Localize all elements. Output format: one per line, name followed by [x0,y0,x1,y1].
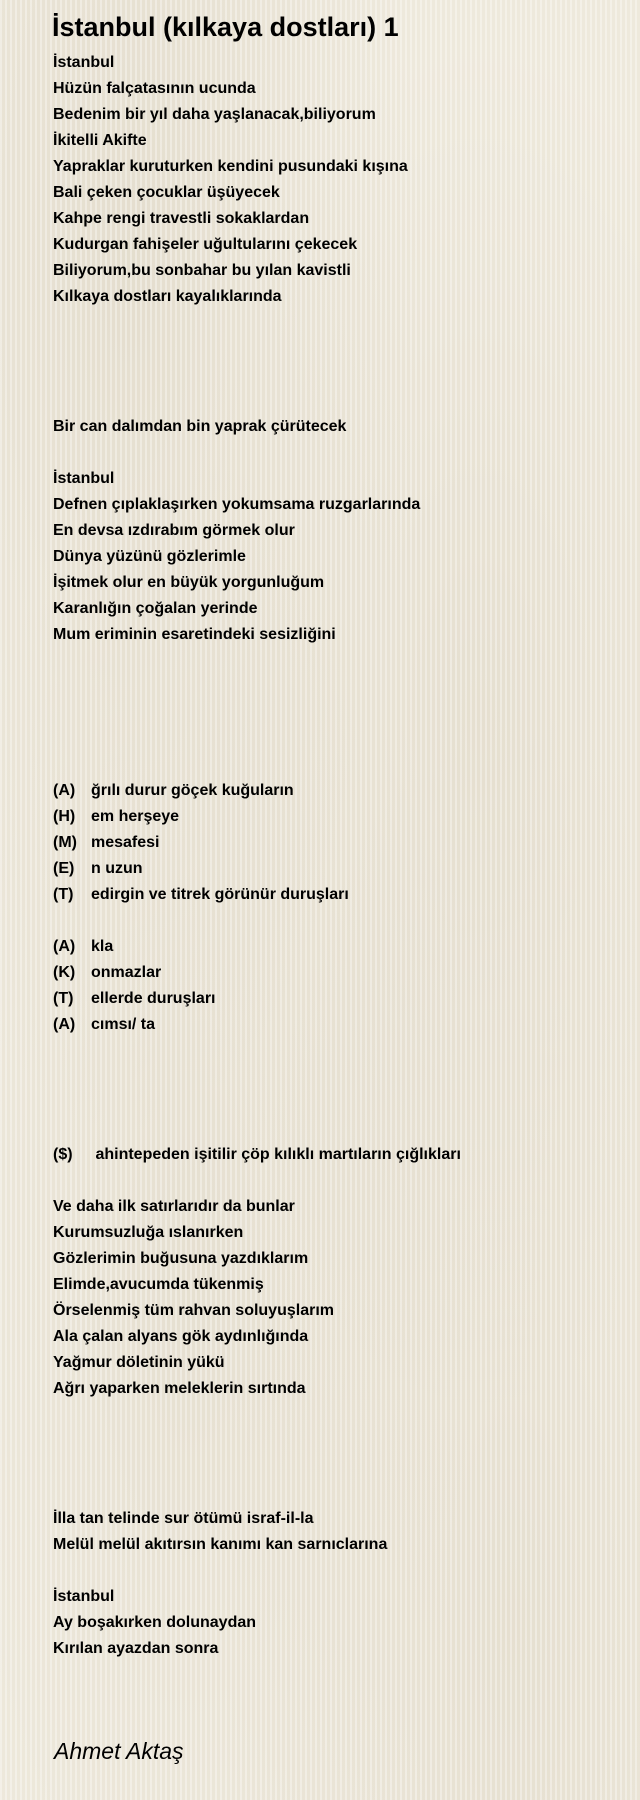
stanza-break [53,726,633,752]
poem-line [53,1194,633,1220]
stanza-break [53,1454,633,1480]
line-text: ellerde duruşları [91,990,216,1007]
poem-line [53,1584,633,1610]
line-text: Ala çalan alyans gök aydınlığında [53,1328,309,1345]
poem-line [53,492,633,518]
stanza-break [53,752,633,778]
poem-line [53,1376,633,1402]
poem-line [53,596,633,622]
line-text: İstanbul [53,470,115,487]
poem-line [53,154,633,180]
poem-line [53,778,633,804]
poem-line [53,1220,633,1246]
line-text: Bali çeken çocuklar üşüyecek [53,184,280,201]
line-text: Biliyorum,bu sonbahar bu yılan kavistli [53,262,351,279]
line-text: İlla tan telinde sur ötümü israf-il-la [53,1510,314,1527]
line-text: Hüzün falçatasının ucunda [53,80,256,97]
stanza-break [53,1558,633,1584]
poem-line [53,1272,633,1298]
line-text: Örselenmiş tüm rahvan soluyuşlarım [53,1302,334,1319]
stanza-break [53,1064,633,1090]
poem-line [53,466,633,492]
line-text: Karanlığın çoğalan yerinde [53,600,258,617]
poem-line [53,986,633,1012]
poem-line [53,1636,633,1662]
stanza-break [53,1116,633,1142]
line-text: Yağmur döletinin yükü [53,1354,225,1371]
poem-line [53,1324,633,1350]
poem-line [53,544,633,570]
poem-line [53,1246,633,1272]
poem-line [53,804,633,830]
poem-line [53,830,633,856]
stanza-break [53,310,633,336]
poem-line [53,284,633,310]
poem-line [53,570,633,596]
line-marker: (A) [53,938,76,955]
stanza-break [53,648,633,674]
line-text: Bedenim bir yıl daha yaşlanacak,biliyorum [53,106,376,123]
line-text: ğrılı durur göçek kuğuların [91,782,294,799]
line-text: Kılkaya dostları kayalıklarında [53,288,282,305]
poem-line [53,622,633,648]
line-text: edirgin ve titrek görünür duruşları [91,886,349,903]
line-text: İstanbul [53,54,115,71]
line-text: kla [91,938,114,955]
line-text: cımsı/ ta [91,1016,156,1033]
poem-line [53,414,633,440]
stanza-break [53,336,633,362]
author-name: Ahmet Aktaş [54,1738,184,1764]
line-marker: (M) [53,834,77,851]
poem-line [53,232,633,258]
line-text: Defnen çıplaklaşırken yokumsama ruzgarlarında [53,496,421,513]
poem-line [53,1012,633,1038]
stanza-break [53,1480,633,1506]
poem-line [53,518,633,544]
poem-line [53,960,633,986]
poem-line [53,258,633,284]
poem-line [53,50,633,76]
poem-line [53,1610,633,1636]
line-marker: ($) [53,1146,73,1163]
stanza-break [53,674,633,700]
stanza-break [53,1090,633,1116]
line-marker: (A) [53,1016,76,1033]
line-text: n uzun [91,860,143,877]
line-marker: (T) [53,886,74,903]
line-text: Ve daha ilk satırlarıdır da bunlar [53,1198,295,1215]
line-text: em herşeye [91,808,180,825]
line-text: Kudurgan fahişeler uğultularını çekecek [53,236,358,253]
line-text: İşitmek olur en büyük yorgunluğum [53,574,325,591]
line-text: Ay boşakırken dolunaydan [53,1614,257,1631]
line-text: Kahpe rengi travestli sokaklardan [53,210,310,227]
poem-line [53,882,633,908]
poem-line [53,102,633,128]
stanza-break [53,388,633,414]
line-text: onmazlar [91,964,162,981]
line-marker: (E) [53,860,75,877]
line-marker: (T) [53,990,74,1007]
line-text: Ağrı yaparken meleklerin sırtında [53,1380,306,1397]
poem-line [53,206,633,232]
stanza-break [53,1402,633,1428]
stanza-break [53,908,633,934]
line-text: İkitelli Akifte [53,132,147,149]
poem-line [53,1142,633,1168]
line-text: Gözlerimin buğusuna yazdıklarım [53,1250,309,1267]
poem-title: İstanbul (kılkaya dostları) 1 [52,12,399,42]
line-text: Kırılan ayazdan sonra [53,1640,219,1657]
line-text: Kurumsuzluğa ıslanırken [53,1224,244,1241]
stanza-break [53,1428,633,1454]
poem-line [53,128,633,154]
poem-line [53,934,633,960]
line-text: Melül melül akıtırsın kanımı kan sarnıclarına [53,1536,388,1553]
line-marker: (H) [53,808,76,825]
line-text: En devsa ızdırabım görmek olur [53,522,295,539]
line-text: Bir can dalımdan bin yaprak çürütecek [53,418,347,435]
poem-line [53,76,633,102]
line-text: ahintepeden işitilir çöp kılıklı martıların çığlıkları [91,1146,461,1163]
poem-line [53,1298,633,1324]
line-marker: (K) [53,964,76,981]
poem-body [53,50,633,1662]
poem-line [53,1350,633,1376]
line-text: Dünya yüzünü gözlerimle [53,548,246,565]
poem-line [53,856,633,882]
line-text: Elimde,avucumda tükenmiş [53,1276,264,1293]
line-marker: (A) [53,782,76,799]
poem-line [53,1532,633,1558]
stanza-break [53,1038,633,1064]
line-text: Yapraklar kuruturken kendini pusundaki kışına [53,158,408,175]
line-text: Mum eriminin esaretindeki sesizliğini [53,626,336,643]
stanza-break [53,440,633,466]
poem-line [53,180,633,206]
stanza-break [53,362,633,388]
poem-line [53,1506,633,1532]
stanza-break [53,1168,633,1194]
line-text: İstanbul [53,1588,115,1605]
line-text: mesafesi [91,834,160,851]
stanza-break [53,700,633,726]
